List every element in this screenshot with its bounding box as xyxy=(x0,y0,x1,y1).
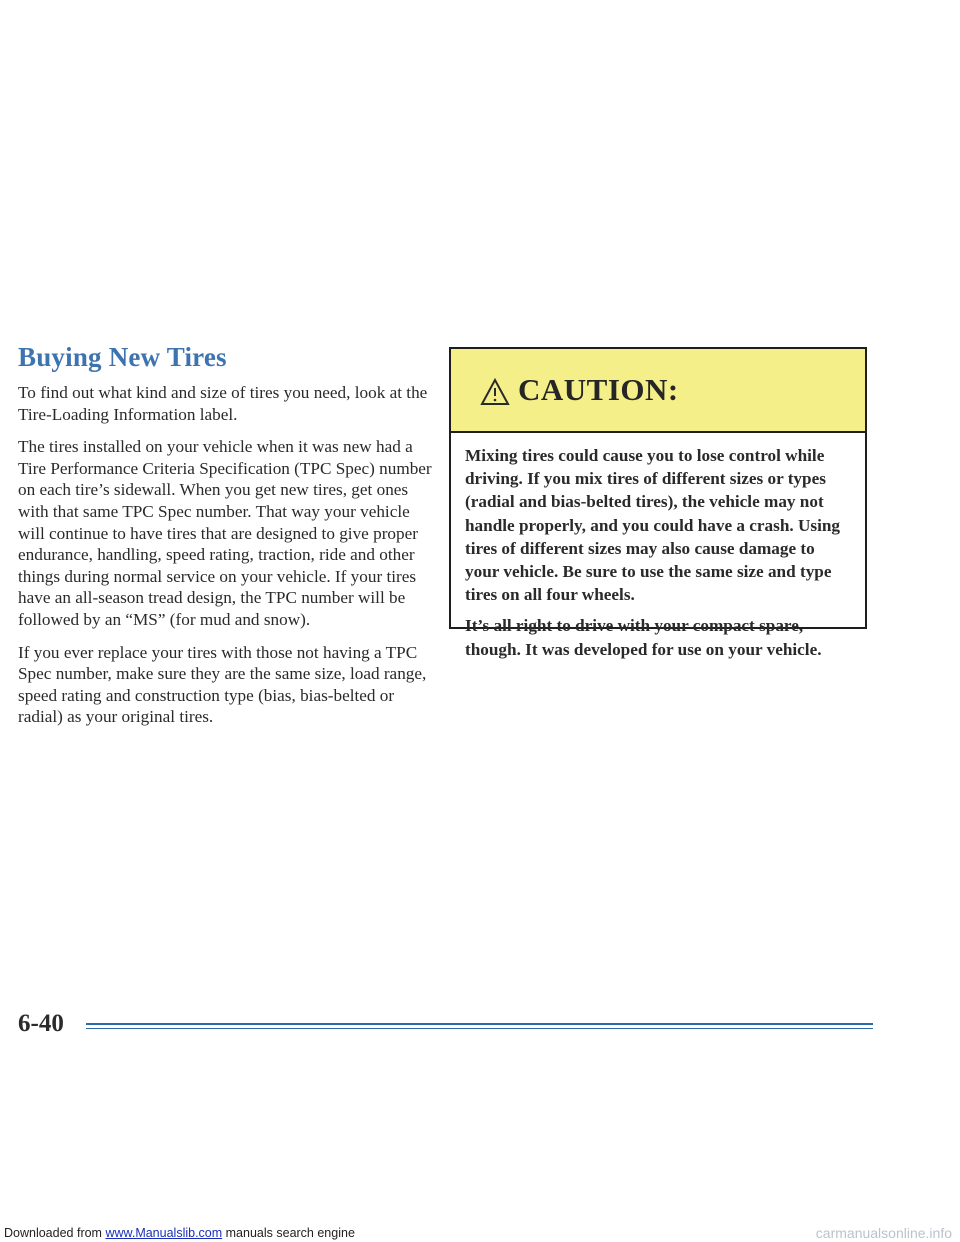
credit-suffix: manuals search engine xyxy=(222,1226,355,1240)
caution-box xyxy=(449,347,867,659)
credit-prefix: Downloaded from xyxy=(4,1226,106,1240)
paragraph: If you ever replace your tires with those not having a TPC Spec number, make sure they are the same size, load range, speed rating and construction type (bias, bias-belted or radial) as your original tires. xyxy=(18,642,427,727)
section-heading: Buying New Tires xyxy=(18,342,227,372)
caution-paragraph: Mixing tires could cause you to lose control while driving. If you mix tires of different sizes or types (radial and bias-belted tires), the vehicle may not handle properly, and you could have a crash. Using tires of different sizes may also cause damage to your vehicle. Be sure to use the same size and type tires on all four wheels. xyxy=(465,446,841,605)
footer-rule-thin xyxy=(86,1028,873,1029)
page-number: 6-40 xyxy=(18,1010,64,1037)
page-footer xyxy=(18,1010,873,1040)
caution-body xyxy=(451,433,865,661)
site-watermark: carmanualsonline.info xyxy=(815,1225,952,1241)
paragraph: The tires installed on your vehicle when it was new had a Tire Performance Criteria Specification (TPC Spec) number on each tire’s sidewall. When you get new tires, get ones with that same TPC Spec number. That way your vehicle will continue to have tires that are designed to give proper endurance, handling, speed rating, traction, ride and other things during normal service on your vehicle. If your tires have an all-season tread design, the TPC number will be followed by an “MS” (for mud and snow). xyxy=(18,437,432,629)
caution-title: CAUTION: xyxy=(518,372,679,407)
body-text xyxy=(18,382,438,739)
footer-rule xyxy=(86,1023,873,1025)
paragraph: To find out what kind and size of tires you need, look at the Tire-Loading Information label. xyxy=(18,383,428,424)
caution-paragraph: It’s all right to drive with your compact spare, though. It was developed for use on your vehicle. xyxy=(465,616,822,659)
download-credit xyxy=(4,1226,355,1240)
warning-triangle-icon xyxy=(480,378,510,406)
manualslib-link[interactable]: www.Manualslib.com xyxy=(105,1226,223,1240)
caution-header xyxy=(451,349,865,433)
